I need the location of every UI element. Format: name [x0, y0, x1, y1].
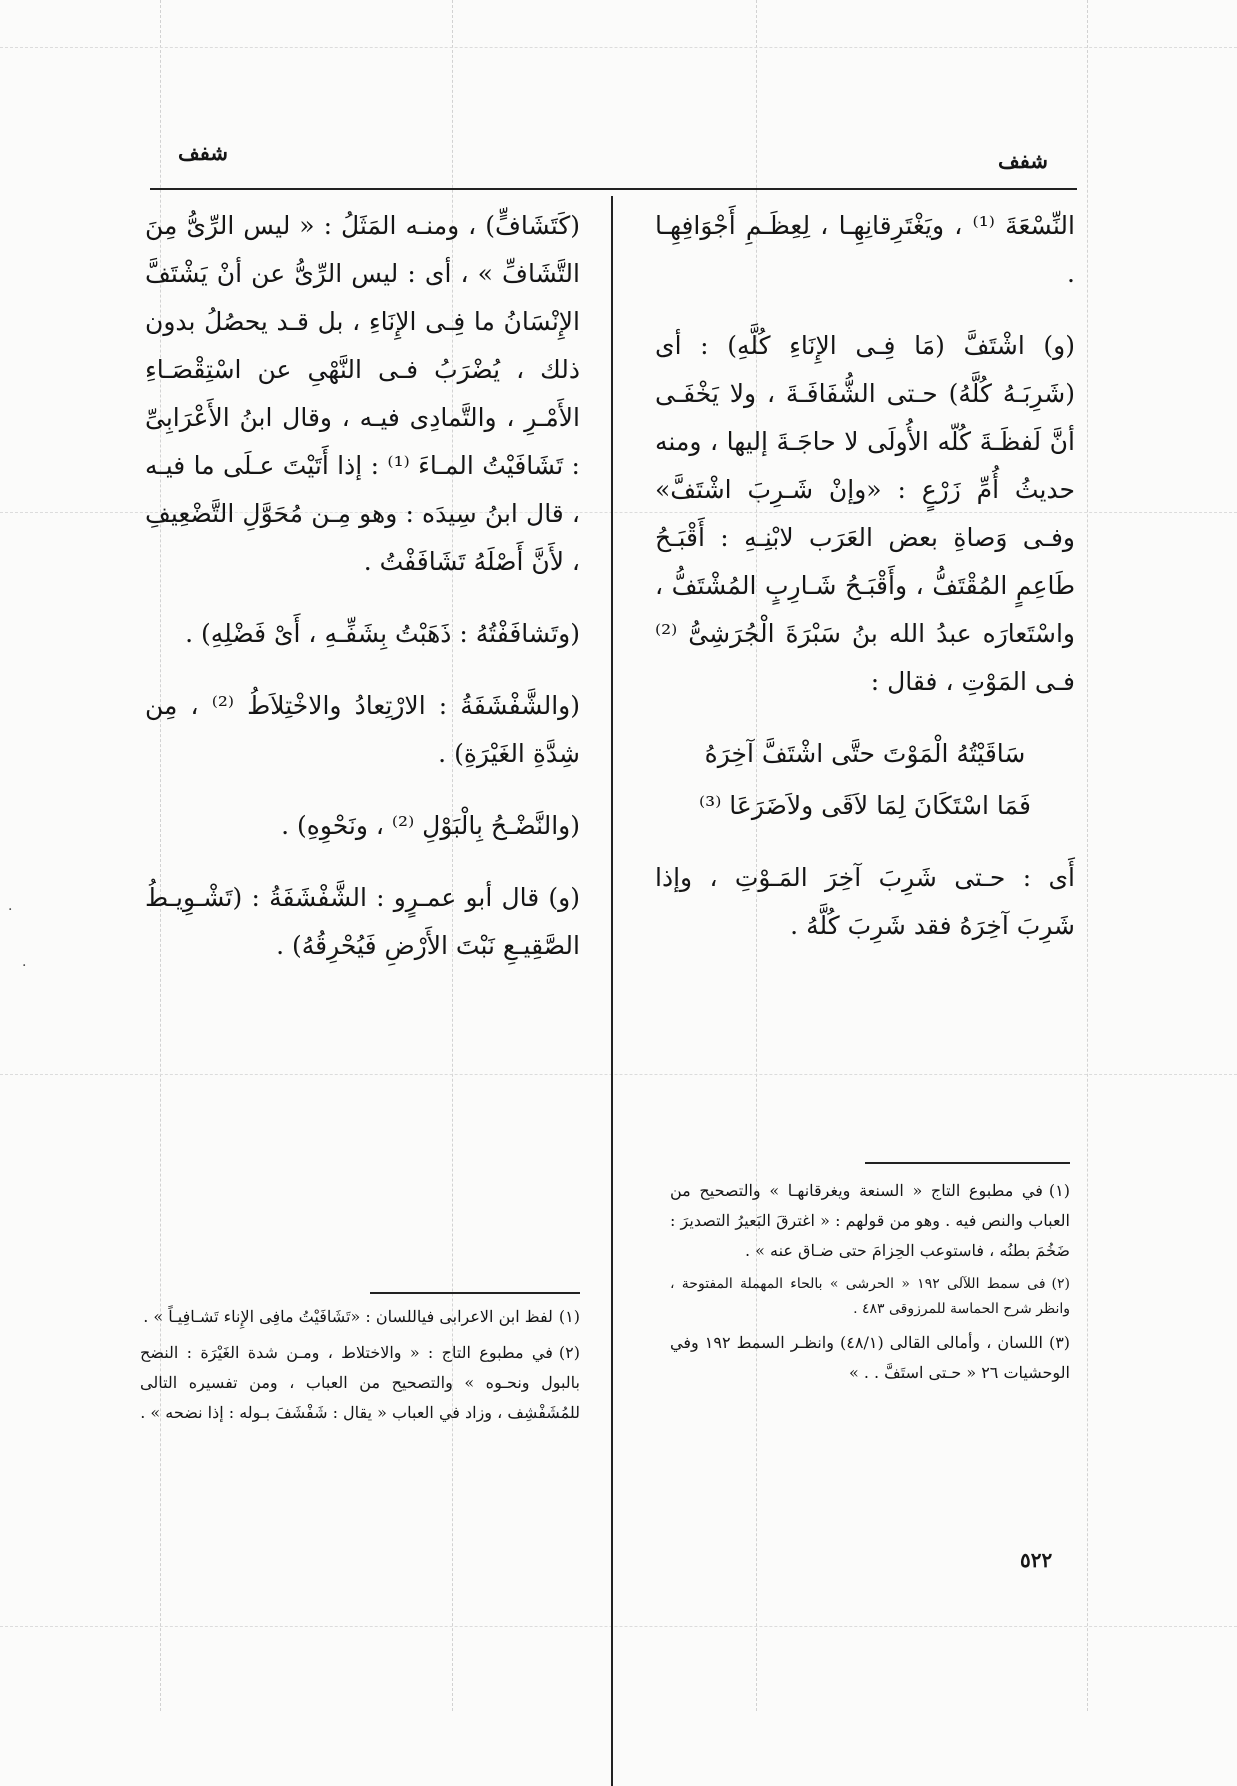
left-column	[145, 202, 580, 970]
left-footnote-rule	[370, 1292, 580, 1294]
scan-fold-line	[0, 47, 1237, 48]
column-divider	[611, 196, 613, 1786]
scan-fold-line	[0, 1074, 1237, 1075]
right-paragraph: النِّسْعَةَ ⁽¹⁾ ، ويَغْتَرِقانِهِـا ، لِعِظَـمِ أَجْوَافِهِـا .	[655, 211, 1075, 288]
page-number: ٥٢٢	[1020, 1548, 1053, 1572]
left-footnotes	[140, 1302, 580, 1434]
footnote	[670, 1328, 1070, 1388]
scan-speck: ·	[22, 958, 27, 974]
scan-fold-line	[1087, 0, 1088, 1711]
footnote	[670, 1176, 1070, 1266]
footnote	[140, 1302, 580, 1332]
verse-line: فَمَا اسْتَكَانَ لِمَا لاَقَى ولاَضَرَعَا ⁽³⁾	[699, 791, 1031, 820]
footnote-text: فى سمط اللآلى ١٩٢ « الحرشى » بالحاء المهملة المفتوحة ، وانظر شرح الحماسة للمرزوقى ٤٨٣ .	[670, 1276, 1070, 1317]
left-paragraph: (كَتَشَافٍّ) ، ومنـه المَثَلُ : « ليس الرِّىُّ مِنَ التَّشَافِّ » ، أى : ليس الرِّىُّ عن أنْ يَشْتَفَّ الإِنْسَانُ ما فِـى الإِنَاءِ ، بل قـد يحصُلُ بدون ذلك ، يُضْرَبُ فـى النَّهْىِ عن اسْتِقْصَـاءِ الأَمْـرِ ، والتَّمادِى فيـه ، وقال ابنُ الأَعْرَابِىِّ : تَشَافَيْتُ المـاءَ ⁽¹⁾ : إذا أَتَيْتَ عـلَى ما فيـه ، قال ابنُ سِيدَه : وهو مِـن مُحَوَّلِ التَّضْعِيفِ ، لأَنَّ أَصْلَهُ تَشَافَفْتُ .	[145, 211, 580, 576]
footnote-text: في مطبوع التاج « السنعة ويغرقانهـا » والتصحيح من العباب والنص فيه . وهو من قولهم : « اغترقَ البَعيرُ التصديرَ : ضَخُمَ بطنُه ، فاستوعب الحِزامَ حتى ضـاق عنه » .	[670, 1181, 1070, 1260]
scan-fold-line	[0, 1626, 1237, 1627]
right-paragraph: أَى : حـتى شَرِبَ آخِرَ المَـوْتِ ، وإذا شَرِبَ آخِرَهُ فقد شَرِبَ كُلَّهُ .	[655, 863, 1075, 940]
right-running-head: شفف	[998, 148, 1048, 173]
left-paragraph: (و) قال أبو عمـرٍو : الشَّفْشَفَةُ : (تَشْـوِيـطُ الصَّقِيـعِ نَبْتَ الأَرْضِ فَيُحْرِقُهُ) .	[145, 883, 580, 960]
left-paragraph: (والشَّفْشَفَةُ : الارْتِعادُ والاخْتِلاَطُ ⁽²⁾ ، مِن شِدَّةِ الغَيْرَةِ) .	[145, 691, 580, 768]
footnote-text: لفظ ابن الاعرابى فياللسان : «تَشَافَيْتُ مافِى الإِناء تَشـافِيـاً » .	[143, 1307, 553, 1326]
right-footnotes	[670, 1176, 1070, 1394]
scan-speck: ·	[8, 902, 13, 918]
footnote-number: (٢)	[558, 1343, 580, 1362]
footnote	[140, 1338, 580, 1428]
footnote	[670, 1272, 1070, 1322]
footnote-number: (٣)	[1048, 1333, 1071, 1352]
footnote-number: (١)	[558, 1307, 580, 1326]
header-rule	[150, 188, 1077, 190]
verse-line: سَاقَيْتُهُ الْمَوْتَ حتَّى اشْتَفَّ آخِرَهُ	[704, 739, 1026, 768]
left-paragraph: (والنَّضْـحُ بِالْبَوْلِ ⁽²⁾ ، ونَحْوِهِ) .	[281, 811, 580, 840]
right-footnote-rule	[865, 1162, 1070, 1164]
footnote-text: في مطبوع التاج : « والاختلاط ، ومـن شدة الغَيْرَة : النضح بالبول ونحـوه » والتصحيح من العباب ، ومن تفسيره التالى للمُشَفْشِف ، وزاد في العباب « يقال : شَفْشَفَ بـوله : إذا نضحه » .	[140, 1343, 580, 1422]
left-paragraph: (وتَشافَفْتُهُ : ذَهَبْتُ بِشَفِّـهِ ، أَىْ فَضْلِهِ) .	[185, 619, 580, 648]
footnote-number: (١)	[1048, 1181, 1070, 1200]
footnote-text: اللسان ، وأمالى القالى (٤٨/١) وانظـر السمط ١٩٢ وفي الوحشيات ٢٦ « حـتى استَفَّ . . »	[670, 1333, 1070, 1382]
left-running-head: شفف	[178, 140, 228, 165]
right-paragraph: (و) اشْتَفَّ (مَا فِـى الإِنَاءِ كُلَّهِ) : أى (شَرِبَـهُ كُلَّهُ) حـتى الشُّفَافَـةَ ، ولا يَخْفَـى أنَّ لَفظَـةَ كُلّه الأُولَى لا حاجَـةَ إليها ، ومنه حديثُ أُمِّ زَرْعٍ : «وإنْ شَـرِبَ اشْتَفَّ» وفـى وَصاةِ بعض العَرَب لابْنِـهِ : أَقْبَـحُ طَاعِمٍ المُقْتَفُّ ، وأَقْبَـحُ شَـارِبٍ المُشْتَفُّ ، واسْتَعارَه عبدُ الله بنُ سَبْرَةَ الْجُرَشِىُّ ⁽²⁾ فـى المَوْتِ ، فقال :	[655, 331, 1075, 696]
right-column	[655, 202, 1075, 950]
footnote-number: (٢)	[1051, 1276, 1070, 1292]
